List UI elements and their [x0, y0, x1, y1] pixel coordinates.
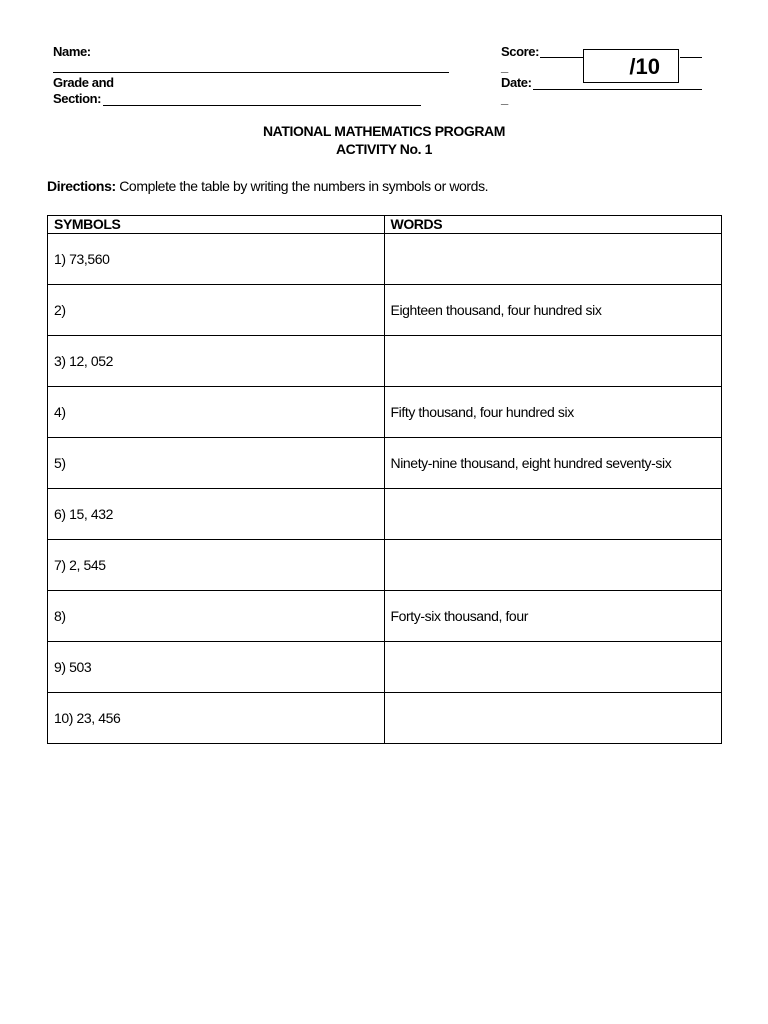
date-underscore: _ [501, 91, 509, 106]
date-label: Date: [501, 75, 532, 90]
table-row [48, 438, 722, 489]
symbols-cell[interactable]: 5) [48, 438, 385, 489]
activity-table [47, 215, 722, 744]
table-row [48, 285, 722, 336]
score-underscore: _ [501, 59, 509, 74]
directions-text: Complete the table by writing the numbers in symbols or words. [115, 178, 489, 194]
table-row [48, 234, 722, 285]
symbols-cell[interactable]: 3) 12, 052 [48, 336, 385, 387]
date-field-line[interactable] [533, 75, 702, 90]
words-cell[interactable] [384, 540, 722, 591]
symbols-cell[interactable]: 9) 503 [48, 642, 385, 693]
words-cell[interactable] [384, 336, 722, 387]
symbols-header: SYMBOLS [48, 216, 385, 234]
symbols-cell[interactable]: 4) [48, 387, 385, 438]
score-field-line-end [680, 43, 702, 58]
symbols-cell[interactable]: 1) 73,560 [48, 234, 385, 285]
table-header-row [48, 216, 722, 234]
table-row [48, 540, 722, 591]
words-cell[interactable]: Ninety-nine thousand, eight hundred seventy-six [384, 438, 722, 489]
table-row [48, 591, 722, 642]
symbols-cell[interactable]: 2) [48, 285, 385, 336]
title-activity: ACTIVITY No. 1 [335, 141, 433, 157]
directions-label: Directions: [47, 178, 116, 194]
table-row [48, 693, 722, 744]
title-program: NATIONAL MATHEMATICS PROGRAM [262, 123, 506, 139]
section-field-line[interactable] [103, 91, 421, 106]
table-row [48, 387, 722, 438]
name-field-line[interactable] [53, 58, 449, 73]
grade-label: Grade and [53, 75, 114, 90]
symbols-cell[interactable]: 6) 15, 432 [48, 489, 385, 540]
score-field-line[interactable] [540, 43, 583, 58]
score-total: /10 [629, 54, 660, 79]
words-cell[interactable]: Fifty thousand, four hundred six [384, 387, 722, 438]
symbols-cell[interactable]: 8) [48, 591, 385, 642]
table-row [48, 489, 722, 540]
words-header: WORDS [384, 216, 722, 234]
directions [47, 178, 488, 194]
symbols-cell[interactable]: 10) 23, 456 [48, 693, 385, 744]
words-cell[interactable] [384, 234, 722, 285]
words-cell[interactable] [384, 489, 722, 540]
words-cell[interactable] [384, 693, 722, 744]
name-label: Name: [53, 44, 91, 59]
words-cell[interactable]: Eighteen thousand, four hundred six [384, 285, 722, 336]
score-label: Score: [501, 44, 540, 59]
words-cell[interactable]: Forty-six thousand, four [384, 591, 722, 642]
table-row [48, 336, 722, 387]
symbols-cell[interactable]: 7) 2, 545 [48, 540, 385, 591]
section-label: Section: [53, 91, 102, 106]
table-row [48, 642, 722, 693]
words-cell[interactable] [384, 642, 722, 693]
